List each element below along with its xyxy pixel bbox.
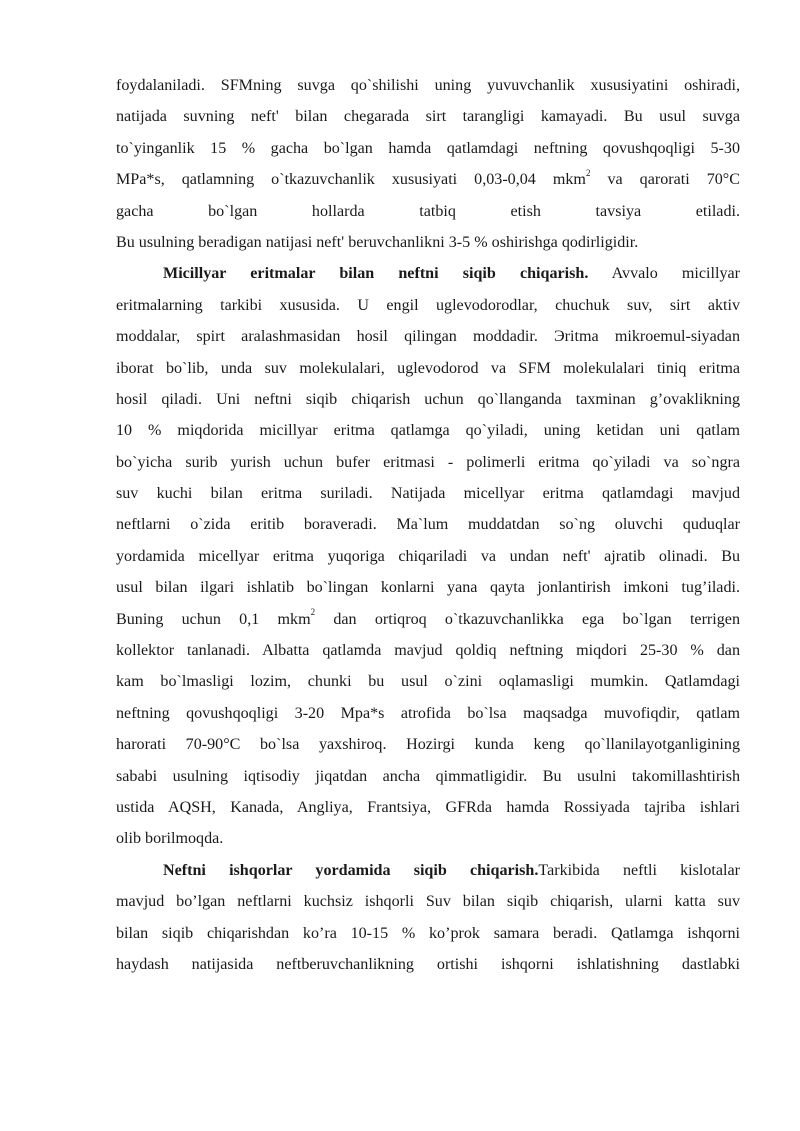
text-line: natijada suvning neft' bilan chegarada sirt tarangligi kamayadi. Bu usul suvga [116,108,740,126]
superscript: 2 [585,167,591,178]
text-line: bo`yicha surib yurish uchun bufer eritmasi - polimerli eritma qo`yiladi va so`ngra [116,453,740,471]
paragraph-2 [116,258,740,854]
text-segment: dan ortiqroq o`tkazuvchanlikka ega bo`lgan terrigen [315,610,740,628]
text-line: moddalar, spirt aralashmasidan hosil qilingan moddadir. Эritma mikroemul-siyadan [116,328,740,346]
paragraph-3 [116,855,740,981]
text-line: to`yinganlik 15 % gacha bo`lgan hamda qatlamdagi neftning qovushqoqligi 5-30 [116,139,740,157]
text-line: bilan siqib chiqarishdan ko’ra 10-15 % ko’prok samara beradi. Qatlamga ishqorni [116,924,740,942]
text-line [116,164,740,195]
document-page [116,70,740,980]
text-line: usul bilan ilgari ishlatib bo`lingan konlarni yana qayta jonlantirish imkoni tug’iladi. [116,579,740,597]
paragraph-1 [116,70,740,258]
text-line [116,604,740,635]
text-line: olib borilmoqda. [116,830,224,848]
text-segment: Avvalo micillyar [588,265,741,283]
text-line: kam bo`lmasligi lozim, chunki bu usul o`zini oqlamasligi mumkin. Qatlamdagi [116,673,740,691]
text-line: Bu usulning beradigan natijasi neft' beruvchanlikni 3-5 % oshirishga qodirligidir. [116,233,639,251]
text-line: ustida AQSH, Kanada, Angliya, Frantsiya, GFRda hamda Rossiyada tajriba ishlari [116,798,740,816]
text-line: suv kuchi bilan eritma suriladi. Natijada micellyar eritma qatlamdagi mavjud [116,485,740,503]
text-line: yordamida micellyar eritma yuqoriga chiqariladi va undan neft' ajratib olinadi. Bu [116,547,740,565]
text-segment: va qarorati 70°C [590,171,740,189]
text-line: harorati 70-90°C bo`lsa yaxshiroq. Hozirgi kunda keng qo`llanilayotganligining [116,736,740,754]
text-line: kollektor tanlanadi. Albatta qatlamda mavjud qoldiq neftning miqdori 25-30 % dan [116,642,740,660]
text-line: neftning qovushqoqligi 3-20 Mpa*s atrofida bo`lsa maqsadga muvofiqdir, qatlam [116,704,740,722]
text-line [116,855,740,886]
text-line: foydalaniladi. SFMning suvga qo`shilishi uning yuvuvchanlik xususiyatini oshiradi, [116,77,740,94]
text-line: neftlarni o`zida eritib boraveradi. Ma`lum muddatdan so`ng oluvchi quduqlar [116,516,740,534]
text-segment: Buning uchun 0,1 mkm [116,610,311,628]
text-line: eritmalarning tarkibi xususida. U engil uglevodorodlar, chuchuk suv, sirt aktiv [116,296,740,314]
text-segment: Tarkibida neftli kislotalar [538,861,741,879]
section-heading: Neftni ishqorlar yordamida siqib chiqarish. [163,861,539,879]
text-line: sababi usulning iqtisodiy jiqatdan ancha qimmatligidir. Bu usulni takomillashtirish [116,767,740,785]
text-line: gacha bo`lgan hollarda tatbiq etish tavsiya etiladi. [116,202,740,220]
text-line: hosil qiladi. Uni neftni siqib chiqarish uchun qo`llanganda taxminan g’ovaklikning [116,390,740,408]
text-line: iborat bo`lib, unda suv molekulalari, uglevodorod va SFM molekulalari tiniq eritma [116,359,740,377]
text-line [116,258,740,289]
superscript: 2 [310,607,316,618]
text-line: haydash natijasida neftberuvchanlikning ortishi ishqorni ishlatishning dastlabki [116,955,740,973]
text-line: 10 % miqdorida micillyar eritma qatlamga qo`yiladi, uning ketidan uni qatlam [116,422,740,440]
section-heading: Micillyar eritmalar bilan neftni siqib chiqarish. [163,265,589,283]
text-line: mavjud bo’lgan neftlarni kuchsiz ishqorli Suv bilan siqib chiqarish, ularni katta suv [116,893,740,911]
text-segment: MPa*s, qatlamning o`tkazuvchanlik xususiyati 0,03-0,04 mkm [116,171,586,189]
